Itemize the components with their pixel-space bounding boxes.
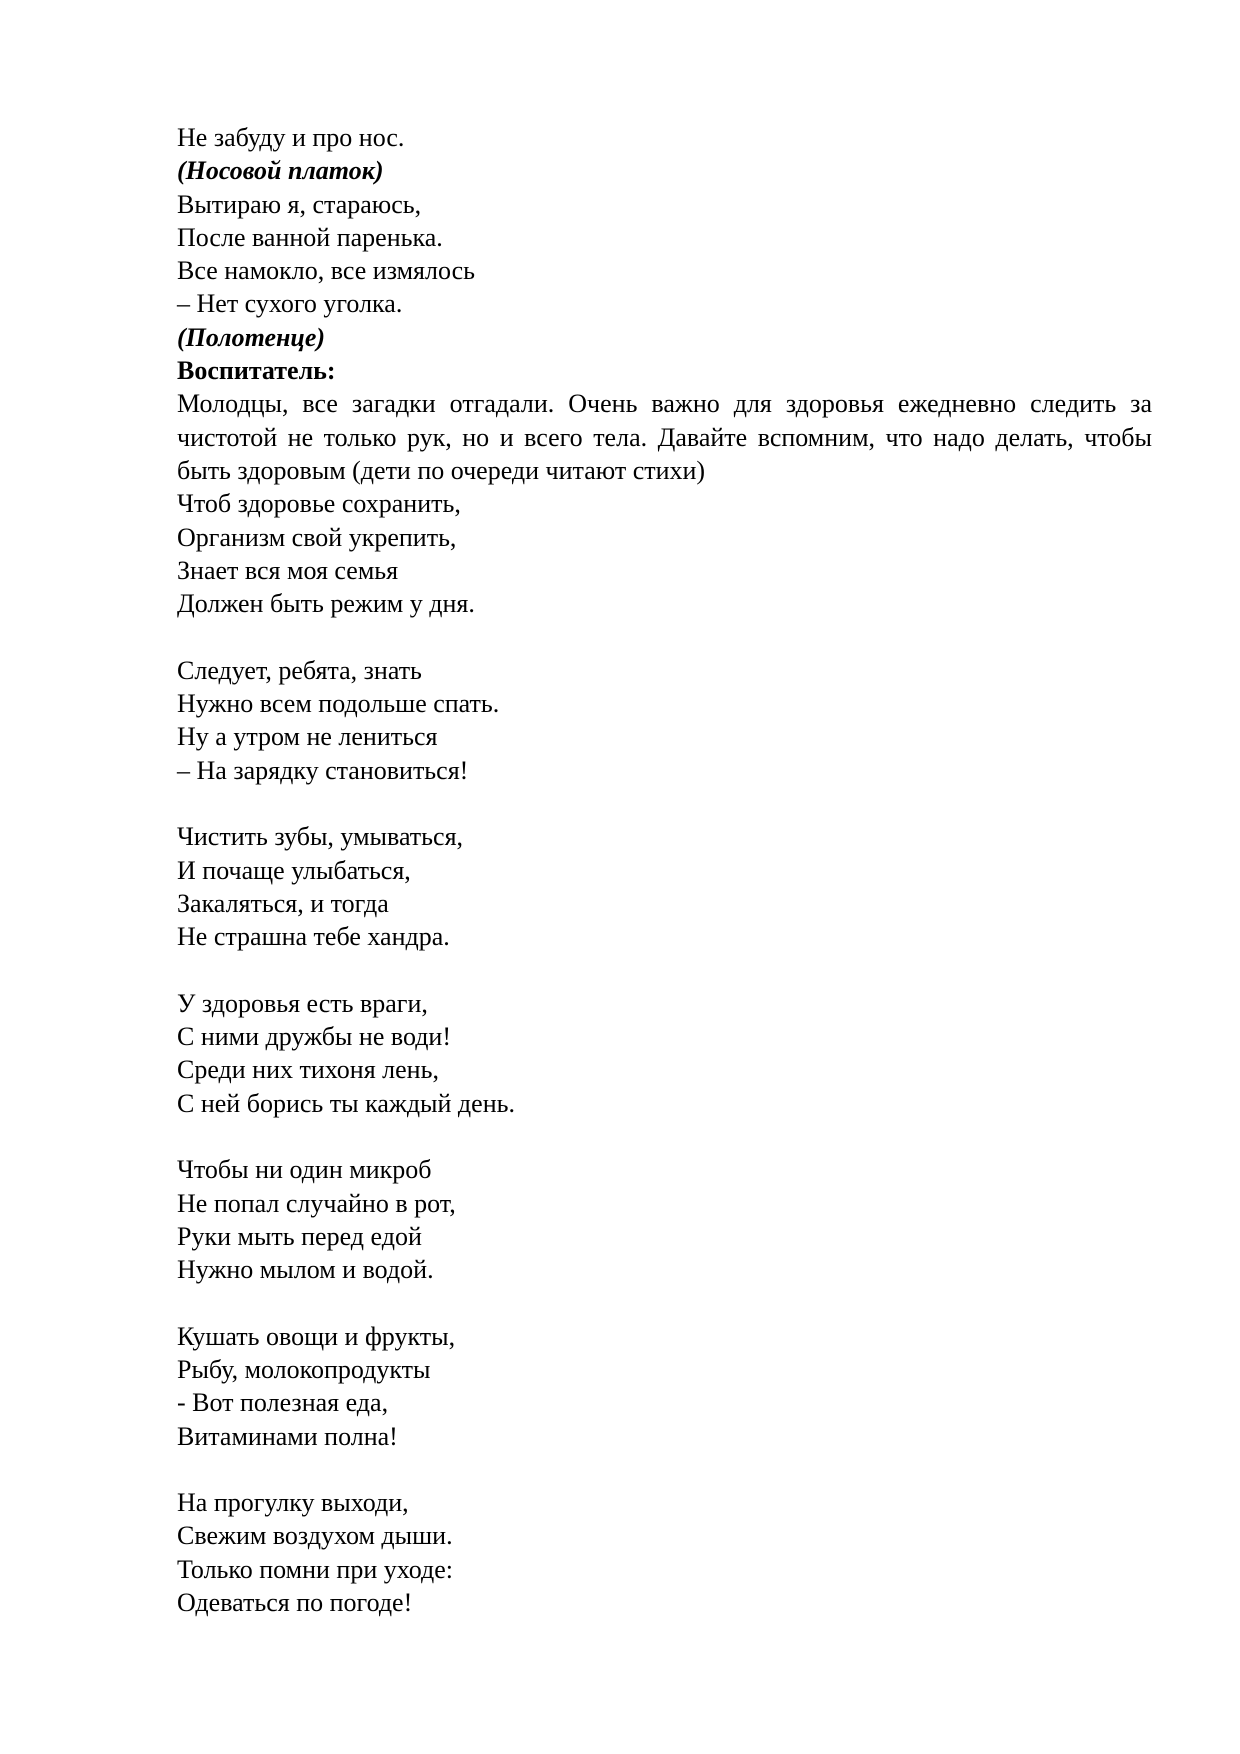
stanza-gap: [177, 953, 1152, 986]
verse-line: Только помни при уходе:: [177, 1554, 454, 1584]
stanza: [177, 820, 1152, 953]
verse-line: Нужно мылом и водой.: [177, 1255, 434, 1285]
verse-line: И почаще улыбаться,: [177, 855, 411, 885]
stanza-gap: [177, 1120, 1152, 1153]
verse-line: С ними дружбы не води!: [177, 1022, 452, 1052]
riddle-line: Все намокло, все измялось: [177, 256, 476, 286]
verse-line: - Вот полезная еда,: [177, 1388, 389, 1418]
verse-line: Закаляться, и тогда: [177, 888, 389, 918]
stanza: [177, 1486, 1152, 1619]
verse-line: Среди них тихоня лень,: [177, 1055, 439, 1085]
riddle-line: После ванной паренька.: [177, 222, 443, 252]
stanza: [177, 487, 1152, 620]
verse-line: – На зарядку становиться!: [177, 755, 469, 785]
verse-line: Чистить зубы, умываться,: [177, 822, 464, 852]
speaker-label: Воспитатель:: [177, 356, 336, 386]
verse-line: Не попал случайно в рот,: [177, 1188, 456, 1218]
riddle-line: Вытираю я, стараюсь,: [177, 189, 422, 219]
verse-line: Руки мыть перед едой: [177, 1221, 422, 1251]
verse-line: Должен быть режим у дня.: [177, 589, 475, 619]
verse-line: У здоровья есть враги,: [177, 988, 428, 1018]
stanza: [177, 1320, 1152, 1453]
verse-line: Чтоб здоровье сохранить,: [177, 489, 461, 519]
stanza: [177, 1153, 1152, 1286]
verse-line: Чтобы ни один микроб: [177, 1155, 432, 1185]
verse-line: Витаминами полна!: [177, 1421, 398, 1451]
stanza-gap: [177, 1286, 1152, 1319]
verse-line: Не страшна тебе хандра.: [177, 922, 450, 952]
verse-line: Кушать овощи и фрукты,: [177, 1321, 456, 1351]
verse-line: Ну а утром не лениться: [177, 722, 438, 752]
riddle-line: Не забуду и про нос.: [177, 123, 405, 152]
verse-line: Знает вся моя семья: [177, 555, 399, 585]
stanza-gap: [177, 1453, 1152, 1486]
verse-line: На прогулку выходи,: [177, 1488, 409, 1518]
document-body: [177, 121, 1152, 1619]
riddle-answer: (Носовой платок): [177, 156, 384, 186]
verse-line: Рыбу, молокопродукты: [177, 1354, 431, 1384]
verse-line: Следует, ребята, знать: [177, 655, 422, 685]
verse-line: Нужно всем подольше спать.: [177, 689, 500, 719]
speaker-speech: Молодцы, все загадки отгадали. Очень важно для здоровья ежедневно следить за чистотой не только рук, но и всего тела. Давайте вспомним, что надо делать, чтобы быть здоровым (дети по очереди читают стихи): [177, 389, 1152, 485]
stanza: [177, 654, 1152, 787]
riddle-line: – Нет сухого уголка.: [177, 289, 403, 319]
stanza: [177, 987, 1152, 1120]
verse-line: Одеваться по погоде!: [177, 1588, 413, 1618]
verse-line: С ней борись ты каждый день.: [177, 1088, 515, 1118]
riddle-answer: (Полотенце): [177, 322, 326, 352]
verse-line: Свежим воздухом дыши.: [177, 1521, 453, 1551]
stanza-gap: [177, 620, 1152, 653]
stanza-gap: [177, 787, 1152, 820]
verse-line: Организм свой укрепить,: [177, 522, 457, 552]
